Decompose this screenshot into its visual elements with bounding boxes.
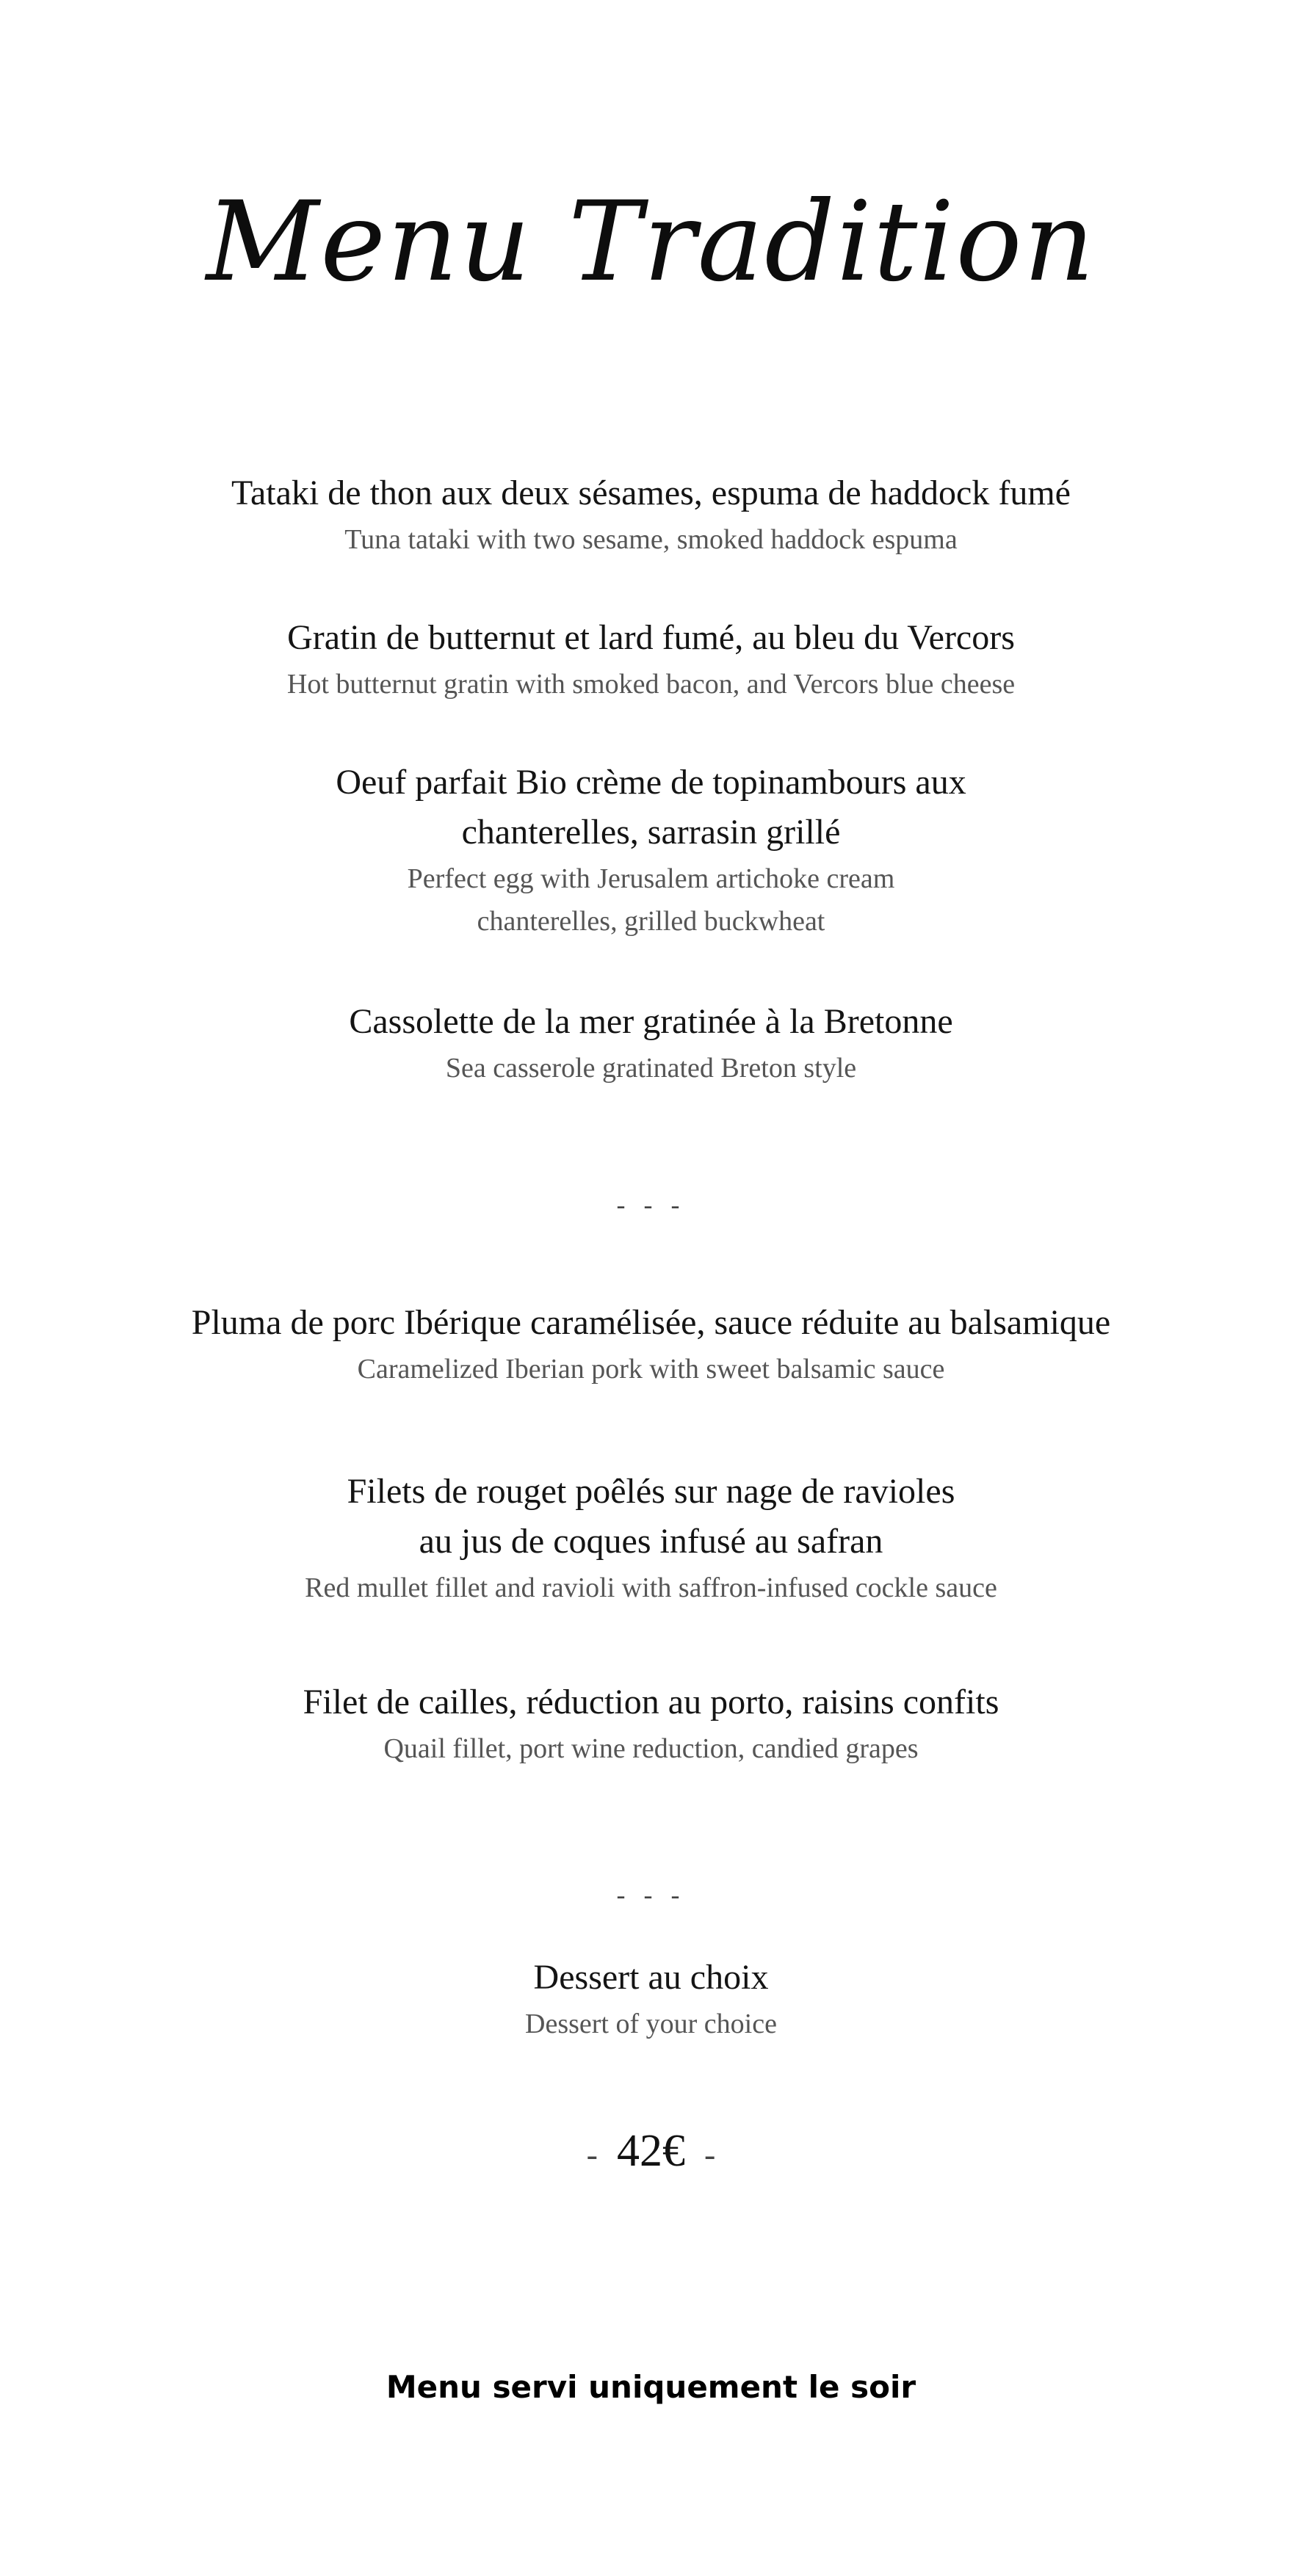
dish-name-en-line-1: Perfect egg with Jerusalem artichoke cream xyxy=(407,863,895,894)
starter-item-1 xyxy=(0,468,1302,561)
dish-name-fr: Tataki de thon aux deux sésames, espuma de haddock fumé xyxy=(231,474,1071,512)
price-dash-right: - xyxy=(704,2136,716,2173)
starter-item-4 xyxy=(0,997,1302,1089)
price-dash-left: - xyxy=(586,2136,598,2173)
dish-name-fr: Filet de cailles, réduction au porto, raisins confits xyxy=(303,1683,999,1721)
dish-name-en: Caramelized Iberian pork with sweet balsamic sauce xyxy=(357,1354,945,1385)
price-value: 42€ xyxy=(617,2126,685,2176)
dessert-item xyxy=(0,1953,1302,2045)
course-separator-2: - - - xyxy=(616,1880,686,1909)
dish-name-fr-line-1: Oeuf parfait Bio crème de topinambours aux xyxy=(336,763,966,802)
course-separator-1: - - - xyxy=(616,1190,686,1219)
main-item-3 xyxy=(0,1677,1302,1770)
dish-name-fr: Dessert au choix xyxy=(533,1958,769,1997)
dish-name-en-line-2: chanterelles, grilled buckwheat xyxy=(477,906,825,937)
dish-name-en: Sea casserole gratinated Breton style xyxy=(445,1053,857,1084)
dish-name-fr: Gratin de butternut et lard fumé, au bleu du Vercors xyxy=(287,618,1015,657)
dish-name-fr: Pluma de porc Ibérique caramélisée, sauce réduite au balsamique xyxy=(191,1303,1111,1342)
dish-name-fr: Cassolette de la mer gratinée à la Bretonne xyxy=(349,1002,953,1041)
main-item-2 xyxy=(0,1467,1302,1609)
menu-title: Menu Tradition xyxy=(206,178,1096,306)
dish-name-fr-line-2: chanterelles, sarrasin grillé xyxy=(461,813,841,852)
dish-name-en: Dessert of your choice xyxy=(525,2009,777,2039)
dish-name-en: Red mullet fillet and ravioli with saffron-infused cockle sauce xyxy=(305,1572,997,1603)
main-item-1 xyxy=(0,1298,1302,1390)
dish-name-en: Hot butternut gratin with smoked bacon, and Vercors blue cheese xyxy=(286,669,1016,700)
starter-item-2 xyxy=(0,613,1302,705)
dish-name-fr-line-1: Filets de rouget poêlés sur nage de ravioles xyxy=(347,1472,955,1511)
menu-price xyxy=(0,2122,1302,2184)
starter-item-3 xyxy=(0,758,1302,943)
dish-name-fr-line-2: au jus de coques infusé au safran xyxy=(419,1522,883,1561)
dish-name-en: Quail fillet, port wine reduction, candied grapes xyxy=(383,1733,919,1764)
footer-note: Menu servi uniquement le soir xyxy=(386,2369,916,2405)
dish-name-en: Tuna tataki with two sesame, smoked haddock espuma xyxy=(344,524,958,555)
